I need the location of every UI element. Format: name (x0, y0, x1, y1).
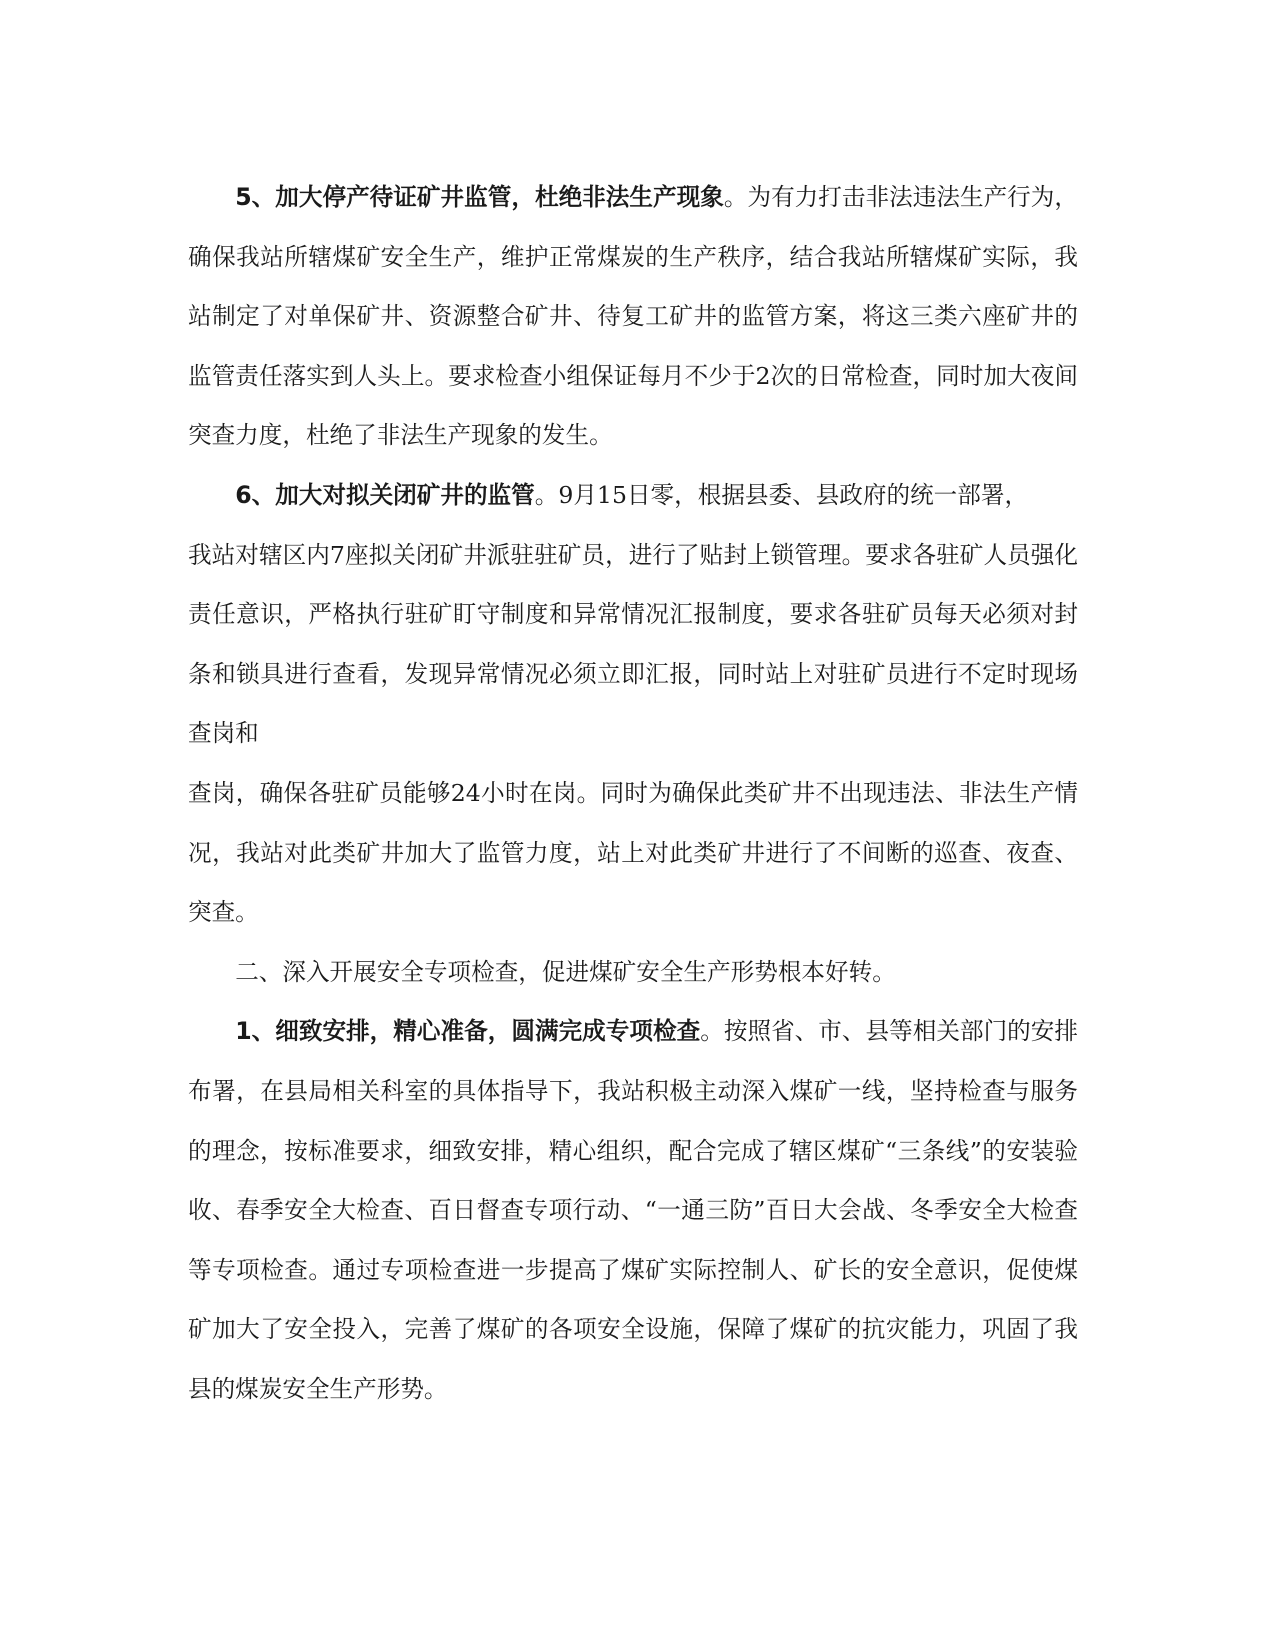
paragraph-1 (188, 1002, 1078, 1419)
paragraph-5 (188, 168, 1078, 466)
paragraph-5-body: 。为有力打击非法违法生产行为，确保我站所辖煤矿安全生产，维护正常煤炭的生产秩序，结合我站所辖煤矿实际，我站制定了对单保矿井、资源整合矿井、待复工矿井的监管方案，将这三类六座矿井的监管责任落实到人头上。要求检查小组保证每月不少于2次的日常检查，同时加大夜间突查力度，杜绝了非法生产现象的发生。 (188, 183, 1078, 450)
document-body (188, 168, 1078, 1419)
paragraph-6 (188, 466, 1078, 526)
paragraph-1-heading: 1、细致安排，精心准备，圆满完成专项检查 (235, 1017, 701, 1046)
paragraph-6-body: 。9月15日零，根据县委、县政府的统一部署， (534, 480, 1029, 509)
paragraph-6-continued: 我站对辖区内7座拟关闭矿井派驻驻矿员，进行了贴封上锁管理。要求各驻矿人员强化责任意识，严格执行驻矿盯守制度和异常情况汇报制度，要求各驻矿员每天必须对封条和锁具进行查看，发现异常情况必须立即汇报，同时站上对驻矿员进行不定时现场查岗和 (188, 540, 1078, 748)
paragraph-5-heading: 5、加大停产待证矿井监管，杜绝非法生产现象 (235, 183, 724, 211)
paragraph-6-continued-2: 查岗，确保各驻矿员能够24小时在岗。同时为确保此类矿井不出现违法、非法生产情况，我站对此类矿井加大了监管力度，站上对此类矿井进行了不间断的巡查、夜查、突查。 (188, 778, 1078, 927)
section-2-heading: 二、深入开展安全专项检查，促进煤矿安全生产形势根本好转。 (235, 957, 896, 986)
paragraph-1-body: 。按照省、市、县等相关部门的安排布署，在县局相关科室的具体指导下，我站积极主动深入煤矿一线，坚持检查与服务的理念，按标准要求，细致安排，精心组织，配合完成了辖区煤矿“三条线”的安装验收、春季安全大检查、百日督查专项行动、“一通三防”百日大会战、冬季安全大检查等专项检查。通过专项检查进一步提高了煤矿实际控制人、矿长的安全意识，促使煤矿加大了安全投入，完善了煤矿的各项安全设施，保障了煤矿的抗灾能力，巩固了我县的煤炭安全生产形势。 (188, 1017, 1078, 1403)
paragraph-6-heading: 6、加大对拟关闭矿井的监管 (235, 480, 535, 509)
